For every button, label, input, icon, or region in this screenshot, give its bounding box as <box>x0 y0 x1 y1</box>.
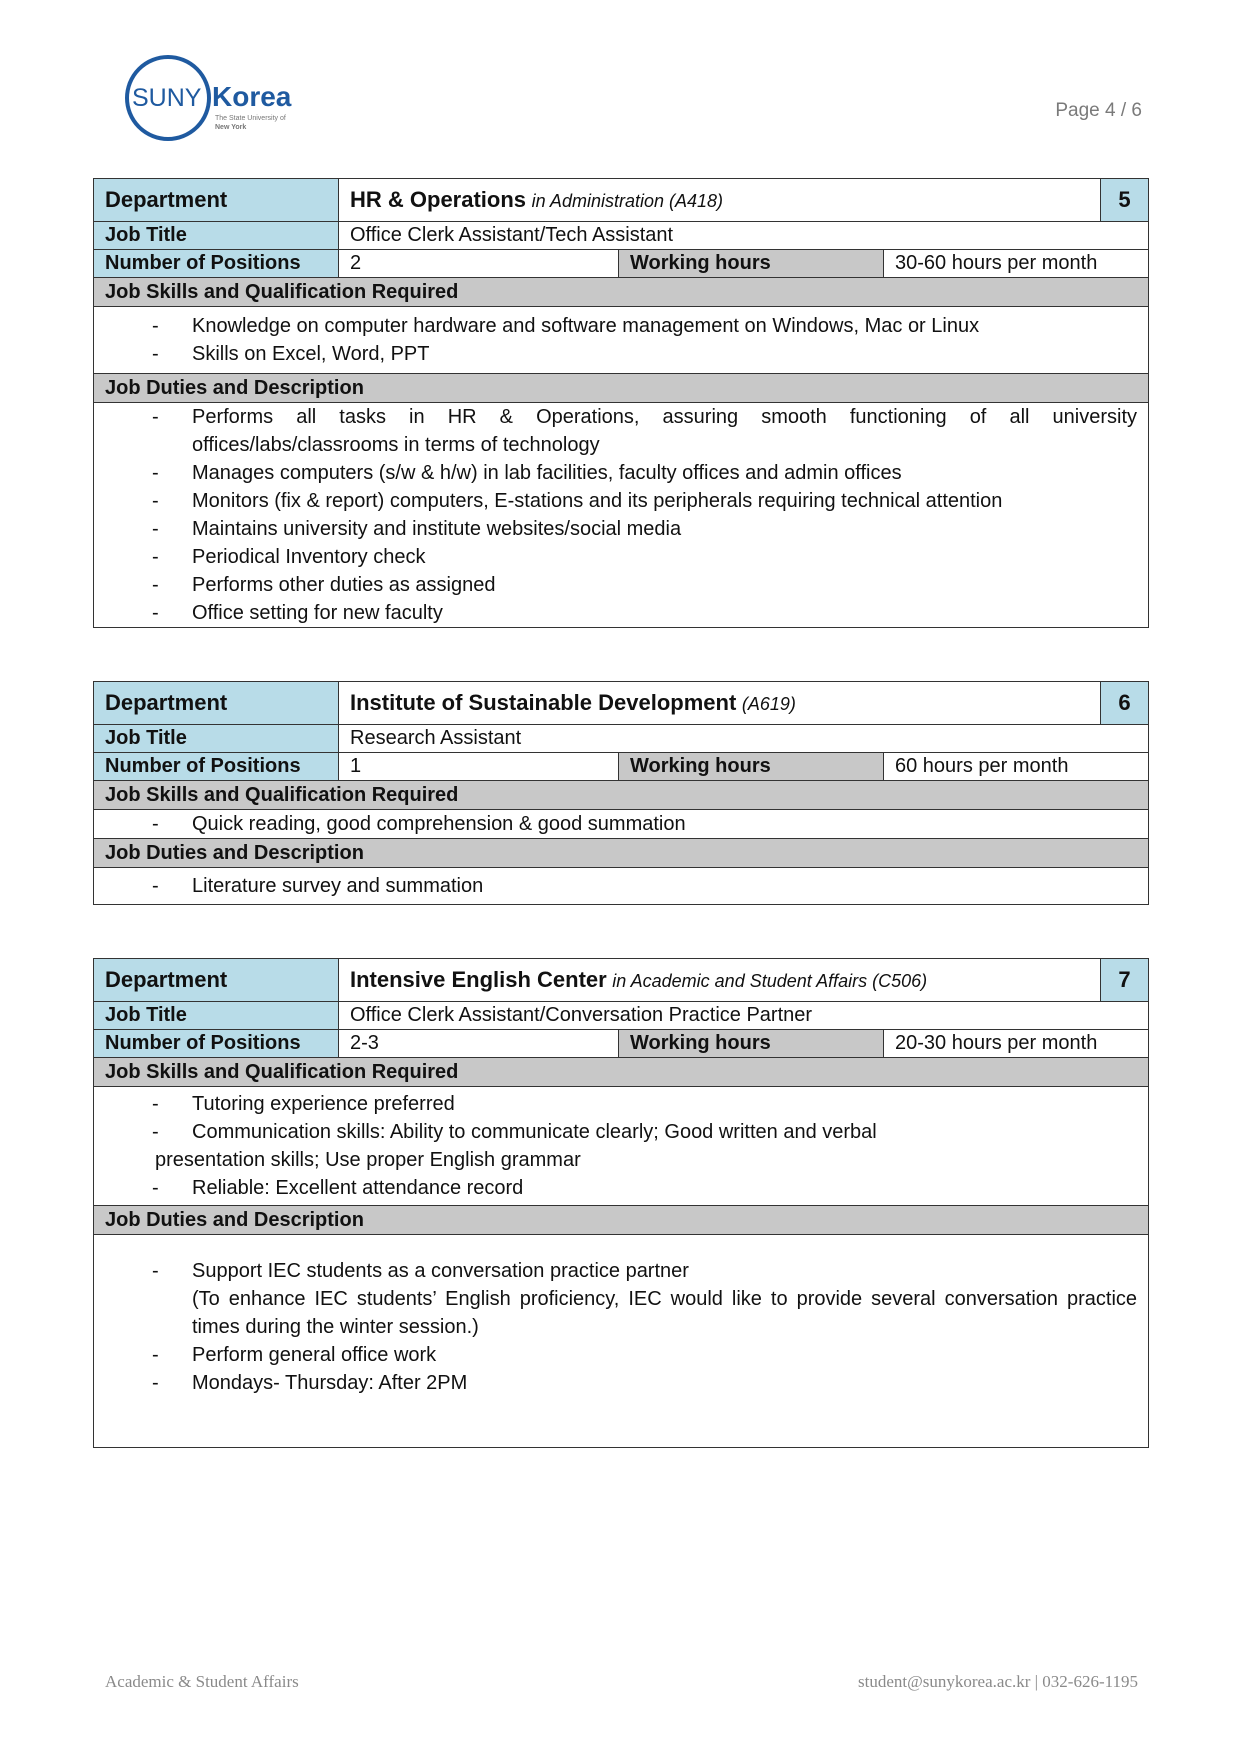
positions-value: 1 <box>339 753 619 781</box>
working-hours-label: Working hours <box>619 1030 884 1058</box>
list-item: - Mondays- Thursday: After 2PM <box>105 1369 1137 1397</box>
positions-label: Number of Positions <box>94 753 339 781</box>
working-hours-value: 30-60 hours per month <box>884 250 1149 278</box>
skills-list <box>94 1087 1149 1206</box>
skills-list <box>94 307 1149 374</box>
positions-label: Number of Positions <box>94 1030 339 1058</box>
department-label: Department <box>94 179 339 222</box>
list-item: - Office setting for new faculty <box>105 599 1137 627</box>
list-item: - Quick reading, good comprehension & good summation <box>105 810 1137 838</box>
working-hours-value: 60 hours per month <box>884 753 1149 781</box>
skills-header: Job Skills and Qualification Required <box>94 278 1149 307</box>
department-label: Department <box>94 959 339 1002</box>
list-item: - Perform general office work <box>105 1341 1137 1369</box>
list-item: - Reliable: Excellent attendance record <box>105 1174 1137 1202</box>
list-item: - Maintains university and institute websites/social media <box>105 515 1137 543</box>
svg-text:Korea: Korea <box>212 81 292 112</box>
job-table-6 <box>93 681 1149 905</box>
working-hours-label: Working hours <box>619 753 884 781</box>
department-value: HR & Operations in Administration (A418) <box>339 179 1101 222</box>
list-item: - Periodical Inventory check <box>105 543 1137 571</box>
positions-value: 2-3 <box>339 1030 619 1058</box>
job-title-label: Job Title <box>94 222 339 250</box>
job-title-label: Job Title <box>94 1002 339 1030</box>
list-item: - Skills on Excel, Word, PPT <box>105 340 1137 368</box>
skills-list <box>94 810 1149 839</box>
duties-header: Job Duties and Description <box>94 1206 1149 1235</box>
job-table-5 <box>93 178 1149 628</box>
positions-label: Number of Positions <box>94 250 339 278</box>
svg-text:SUNY: SUNY <box>132 84 202 112</box>
list-item: - Support IEC students as a conversation practice partner <box>105 1257 1137 1285</box>
department-value: Intensive English Center in Academic and Student Affairs (C506) <box>339 959 1101 1002</box>
job-title-value: Research Assistant <box>339 725 1149 753</box>
working-hours-value: 20-30 hours per month <box>884 1030 1149 1058</box>
job-table-7 <box>93 958 1149 1448</box>
duties-list <box>94 868 1149 905</box>
duties-header: Job Duties and Description <box>94 374 1149 403</box>
skills-header: Job Skills and Qualification Required <box>94 781 1149 810</box>
job-title-value: Office Clerk Assistant/Conversation Practice Partner <box>339 1002 1149 1030</box>
suny-korea-logo <box>122 52 322 144</box>
department-value: Institute of Sustainable Development (A619) <box>339 682 1101 725</box>
job-title-label: Job Title <box>94 725 339 753</box>
list-item-continuation: presentation skills; Use proper English grammar <box>155 1149 581 1171</box>
skills-header: Job Skills and Qualification Required <box>94 1058 1149 1087</box>
list-item-note: (To enhance IEC students’ English proficiency, IEC would like to provide several conversation practice times during the winter session.) <box>192 1288 1138 1338</box>
list-item: - Communication skills: Ability to communicate clearly; Good written and verbal <box>105 1118 1137 1146</box>
list-item: - Knowledge on computer hardware and software management on Windows, Mac or Linux <box>105 312 1137 340</box>
list-item: - Monitors (fix & report) computers, E-stations and its peripherals requiring technical attention <box>105 487 1137 515</box>
list-item: - Performs other duties as assigned <box>105 571 1137 599</box>
footer-office: Academic & Student Affairs <box>105 1672 299 1691</box>
job-number: 5 <box>1101 179 1149 222</box>
duties-list <box>94 1235 1149 1448</box>
department-label: Department <box>94 682 339 725</box>
job-number: 6 <box>1101 682 1149 725</box>
job-number: 7 <box>1101 959 1149 1002</box>
list-item: - Literature survey and summation <box>105 872 1137 900</box>
svg-text:New York: New York <box>215 124 247 131</box>
list-item: - Tutoring experience preferred <box>105 1090 1137 1118</box>
list-item: - Manages computers (s/w & h/w) in lab facilities, faculty offices and admin offices <box>105 459 1137 487</box>
duties-list <box>94 403 1149 628</box>
duties-header: Job Duties and Description <box>94 839 1149 868</box>
footer-contact: student@sunykorea.ac.kr | 032-626-1195 <box>858 1672 1138 1691</box>
job-title-value: Office Clerk Assistant/Tech Assistant <box>339 222 1149 250</box>
positions-value: 2 <box>339 250 619 278</box>
svg-text:The State University of: The State University of <box>215 115 286 122</box>
page-number: Page 4 / 6 <box>1055 100 1142 121</box>
working-hours-label: Working hours <box>619 250 884 278</box>
list-item: - Performs all tasks in HR & Operations, assuring smooth functioning of all university offices/labs/classrooms in terms of technology <box>105 403 1137 459</box>
